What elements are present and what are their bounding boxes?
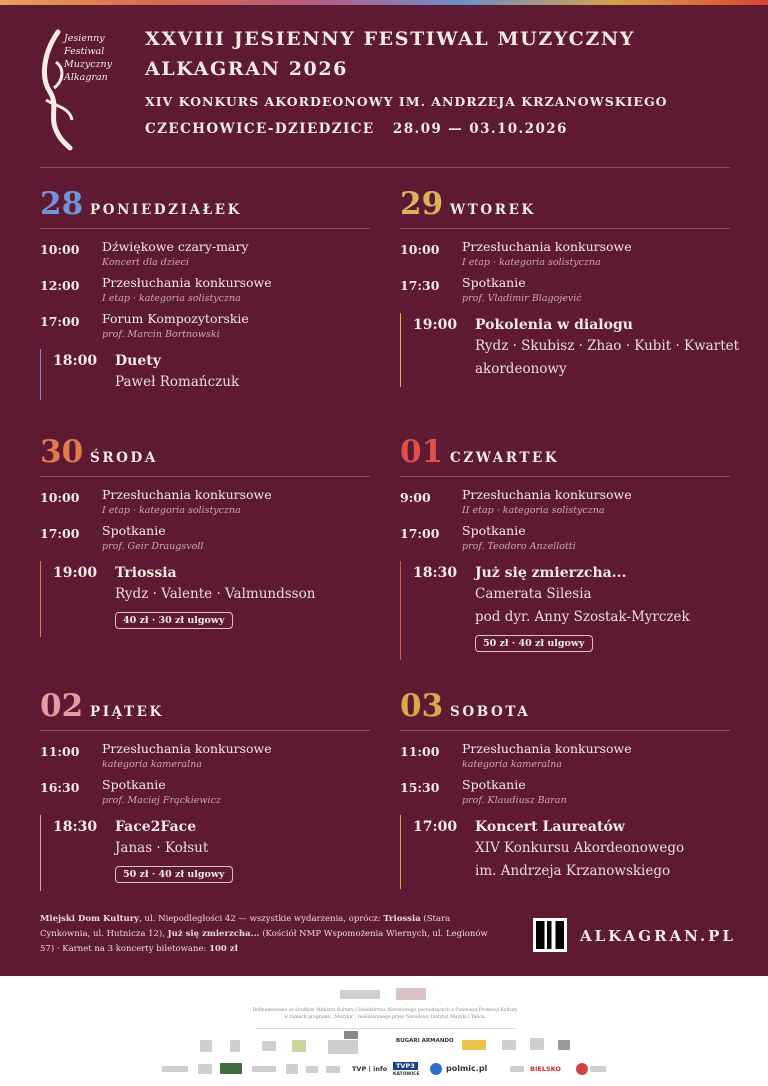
sponsor-logo-icon: [326, 1066, 340, 1073]
event-row: [400, 741, 730, 777]
spacer: [413, 881, 730, 889]
event-row: [400, 777, 730, 813]
sponsor-logo-icon: [558, 1040, 570, 1050]
sponsor-label: BUGARI ARMANDO: [396, 1038, 454, 1044]
exception-1-text: (Stara Cynkownia, ul. Hutnicza 12),: [40, 914, 451, 939]
day-block: [40, 688, 370, 891]
event-subtitle: I etap · kategoria solistyczna: [102, 505, 241, 516]
event-title: Przesłuchania konkursowe: [102, 275, 272, 290]
day-name: SOBOTA: [450, 704, 531, 720]
concert-title: Triossia: [115, 565, 177, 581]
day-header: [40, 434, 370, 474]
ticket-price-badge: 50 zł · 40 zł ulgowy: [115, 866, 233, 883]
event-row: [40, 275, 370, 311]
concert-title: Koncert Laureatów: [475, 819, 625, 835]
color-bar: [0, 0, 768, 5]
event-row: [400, 523, 730, 559]
divider: [255, 1028, 515, 1029]
logo-line: Alkagran: [64, 72, 108, 83]
qr-code-icon: [533, 918, 567, 952]
sponsor-logo-icon: [530, 1038, 544, 1050]
day-header: [40, 688, 370, 728]
event-row: [40, 777, 370, 813]
featured-concert: [400, 561, 730, 660]
sponsor-logo-icon: [502, 1040, 516, 1050]
day-block: [400, 434, 730, 660]
logo-line: Festiwal: [64, 46, 105, 57]
sponsor-logo-icon: [306, 1066, 318, 1073]
concert-title: Face2Face: [115, 819, 197, 835]
event-title: Spotkanie: [102, 523, 166, 538]
event-subtitle: prof. Vladimir Blagojević: [462, 293, 582, 304]
pass-price: 100 zł: [209, 944, 238, 954]
sponsor-logo-icon: [510, 1066, 524, 1072]
sponsor-label: KATOWICE: [393, 1072, 420, 1077]
day-number: 02: [40, 688, 84, 724]
ticket-price-badge: 40 zł · 30 zł ulgowy: [115, 612, 233, 629]
event-row: [40, 487, 370, 523]
event-time: 10:00: [40, 490, 80, 505]
event-subtitle: I etap · kategoria solistyczna: [462, 257, 601, 268]
event-time: 11:00: [400, 744, 440, 759]
sponsor-logo-icon: [220, 1063, 242, 1074]
festival-title-line1: XXVIII JESIENNY FESTIWAL MUZYCZNY: [145, 28, 635, 50]
sponsor-logo-icon: [462, 1040, 486, 1050]
event-time: 10:00: [40, 242, 80, 257]
dates: 28.09 — 03.10.2026: [392, 121, 568, 137]
divider: [400, 730, 730, 731]
venue-text: , ul. Niepodległości 42 — wszystkie wydarzenia, oprócz:: [139, 914, 384, 924]
concert-time: 19:00: [53, 565, 98, 581]
event-row: [400, 487, 730, 523]
concert-performers: Rydz · Valente · Valmundsson: [115, 586, 316, 602]
concert-time: 18:00: [53, 353, 98, 369]
day-header: [400, 186, 730, 226]
logo-line: Muzyczny: [64, 59, 113, 70]
event-subtitle: kategoria kameralna: [462, 759, 563, 770]
sponsor-label: TVP3: [393, 1062, 418, 1070]
event-subtitle: II etap · kategoria solistyczna: [462, 505, 605, 516]
day-name: WTOREK: [450, 202, 536, 218]
spacer: [53, 883, 370, 891]
event-row: [40, 239, 370, 275]
spacer: [413, 652, 730, 660]
festival-title-line2: ALKAGRAN 2026: [145, 58, 349, 80]
day-name: PIĄTEK: [90, 704, 164, 720]
event-subtitle: I etap · kategoria solistyczna: [102, 293, 241, 304]
sponsor-logo-icon: [576, 1063, 588, 1075]
featured-concert: [40, 349, 370, 400]
funding-note: Dofinansowano ze środków Ministra Kultury i Dziedzictwa Narodowego pochodzących z Funduszu Promocji Kultury w ramach programu „Muzyka”, realizowanego przez Narodowy Instytut Muzyki i Tańca.: [252, 1008, 518, 1020]
sponsor-logo-icon: [292, 1040, 306, 1052]
event-title: Przesłuchania konkursowe: [462, 239, 632, 254]
divider: [40, 167, 730, 168]
ministry-logo-icon: [340, 990, 380, 999]
concert-performers: akordeonowy: [475, 361, 567, 377]
logo-text: [64, 32, 112, 84]
day-header: [400, 434, 730, 474]
day-block: [400, 688, 730, 889]
concert-performers: Camerata Silesia: [475, 586, 592, 602]
sponsor-logo-icon: [162, 1066, 188, 1072]
event-title: Przesłuchania konkursowe: [102, 487, 272, 502]
day-block: [400, 186, 740, 387]
concert-performers: Rydz · Skubisz · Zhao · Kubit · Kwartet: [475, 338, 740, 354]
concert-performers: im. Andrzeja Krzanowskiego: [475, 863, 671, 879]
sponsor-label: BIELSKO: [530, 1065, 561, 1073]
day-number: 29: [400, 186, 444, 222]
featured-concert: [40, 561, 370, 637]
divider: [40, 228, 370, 229]
exception-1: Triossia: [383, 914, 421, 924]
sponsor-label: polmic.pl: [446, 1064, 488, 1073]
institute-logo-icon: [396, 988, 426, 1000]
event-subtitle: prof. Maciej Frąckiewicz: [102, 795, 221, 806]
sponsor-label: TVP | info: [352, 1065, 388, 1073]
concert-performers: Paweł Romańczuk: [115, 374, 240, 390]
event-time: 17:00: [40, 526, 80, 541]
event-time: 17:00: [400, 526, 440, 541]
concert-time: 18:30: [413, 565, 458, 581]
event-subtitle: prof. Klaudiusz Baran: [462, 795, 567, 806]
event-time: 10:00: [400, 242, 440, 257]
featured-concert: [40, 815, 370, 891]
concert-performers: XIV Konkursu Akordeonowego: [475, 840, 685, 856]
day-header: [400, 688, 730, 728]
event-time: 9:00: [400, 490, 431, 505]
website-link[interactable]: ALKAGRAN.PL: [580, 927, 736, 945]
divider: [40, 730, 370, 731]
divider: [40, 476, 370, 477]
place-and-dates: [145, 121, 568, 137]
sponsor-logo-icon: [198, 1064, 212, 1074]
event-time: 12:00: [40, 278, 80, 293]
event-subtitle: prof. Teodoro Anzellotti: [462, 541, 576, 552]
event-subtitle: kategoria kameralna: [102, 759, 203, 770]
exception-2: Już się zmierzcha...: [167, 929, 260, 939]
sponsor-logo-icon: [230, 1040, 240, 1052]
concert-time: 19:00: [413, 317, 458, 333]
day-block: [40, 434, 370, 637]
spacer: [53, 629, 370, 637]
event-time: 16:30: [40, 780, 80, 795]
event-row: [40, 741, 370, 777]
sponsor-logo-icon: [590, 1066, 606, 1072]
event-title: Spotkanie: [462, 275, 526, 290]
featured-concert: [400, 313, 740, 387]
event-row: [40, 523, 370, 559]
sponsor-logo-icon: [262, 1041, 276, 1051]
concert-time: 18:30: [53, 819, 98, 835]
logo-line: Jesienny: [64, 33, 105, 44]
event-time: 17:00: [40, 314, 80, 329]
divider: [400, 476, 730, 477]
day-number: 30: [40, 434, 84, 470]
day-block: [40, 186, 370, 400]
spacer: [53, 392, 370, 400]
event-title: Spotkanie: [462, 777, 526, 792]
event-subtitle: prof. Marcin Bortnowski: [102, 329, 220, 340]
ticket-price-badge: 50 zł · 40 zł ulgowy: [475, 635, 593, 652]
day-header: [40, 186, 370, 226]
sponsor-logo-icon: [286, 1064, 298, 1074]
event-row: [400, 239, 730, 275]
sponsor-logo-icon: [252, 1066, 276, 1072]
day-number: 28: [40, 186, 84, 222]
event-title: Dźwiękowe czary-mary: [102, 239, 249, 254]
event-title: Spotkanie: [462, 523, 526, 538]
venue-info: [40, 912, 490, 957]
sponsor-logo-icon: [430, 1063, 442, 1075]
sponsor-logo-icon: [200, 1040, 212, 1052]
event-row: [400, 275, 730, 311]
concert-time: 17:00: [413, 819, 458, 835]
competition-subtitle: XIV KONKURS AKORDEONOWY IM. ANDRZEJA KRZANOWSKIEGO: [145, 94, 668, 109]
concert-performers: pod dyr. Anny Szostak-Myrczek: [475, 609, 690, 625]
event-title: Forum Kompozytorskie: [102, 311, 249, 326]
day-name: CZWARTEK: [450, 450, 560, 466]
event-time: 17:30: [400, 278, 440, 293]
day-name: ŚRODA: [90, 450, 158, 466]
day-number: 03: [400, 688, 444, 724]
spacer: [413, 379, 730, 387]
sponsor-logo-icon: [344, 1031, 358, 1039]
sponsor-logo-icon: [328, 1040, 358, 1054]
event-title: Przesłuchania konkursowe: [462, 741, 632, 756]
event-time: 15:30: [400, 780, 440, 795]
concert-performers: Janas · Kołsut: [115, 840, 209, 856]
day-name: PONIEDZIAŁEK: [90, 202, 243, 218]
event-subtitle: prof. Geir Draugsvoll: [102, 541, 204, 552]
event-title: Spotkanie: [102, 777, 166, 792]
event-title: Przesłuchania konkursowe: [102, 741, 272, 756]
day-number: 01: [400, 434, 444, 470]
place: CZECHOWICE-DZIEDZICE: [145, 121, 375, 137]
featured-concert: [400, 815, 730, 889]
concert-title: Już się zmierzcha...: [475, 565, 627, 581]
event-subtitle: Koncert dla dzieci: [102, 257, 189, 268]
venue-name: Miejski Dom Kultury: [40, 914, 140, 924]
event-row: [40, 311, 370, 347]
concert-title: Duety: [115, 353, 161, 369]
divider: [400, 228, 730, 229]
exception-2-text: (Kościół NMP Wspomożenia Wiernych, ul. Legionów 57) · Karnet na 3 koncerty biletowane:: [40, 929, 488, 954]
event-time: 11:00: [40, 744, 80, 759]
event-title: Przesłuchania konkursowe: [462, 487, 632, 502]
concert-title: Pokolenia w dialogu: [475, 317, 633, 333]
